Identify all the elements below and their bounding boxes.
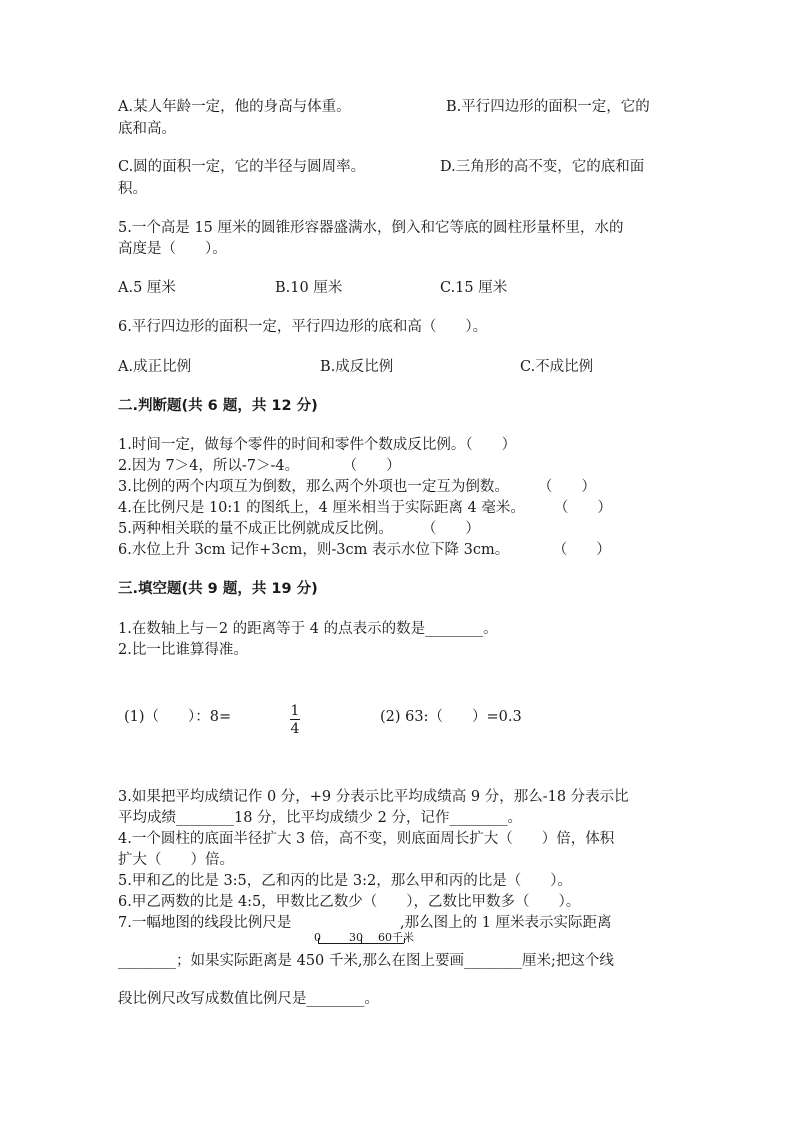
scale-label: 30: [349, 931, 363, 944]
judgement-item: 4.在比例尺是 10:1 的图纸上，4 厘米相当于实际距离 4 毫米。 （ ）: [118, 500, 612, 516]
fraction-numerator: 1: [290, 703, 300, 719]
q5-stem-cont: 高度是（ ）。: [118, 241, 227, 257]
q4-option-d-cont: 积。: [118, 181, 147, 197]
fill-q6: 6.甲乙两数的比是 4:5，甲数比乙数少（ ），乙数比甲数多（ ）。: [118, 894, 581, 910]
judgement-item: 2.因为 7＞4，所以-7＞-4。 （ ）: [118, 458, 401, 474]
q6-stem: 6.平行四边形的面积一定，平行四边形的底和高（ ）。: [118, 319, 488, 335]
fill-q3: 3.如果把平均成绩记作 0 分，+9 分表示比平均成绩高 9 分，那么-18 分表示比: [118, 789, 629, 805]
q5-option-a: A.5 厘米: [118, 280, 176, 296]
scale-label: 60千米: [378, 931, 414, 944]
q4-option-a: A.某人年龄一定，他的身高与体重。: [118, 99, 351, 115]
section-title-fill: 三.填空题(共 9 题，共 19 分): [118, 581, 318, 597]
q4-option-b-cont: 底和高。: [118, 121, 176, 137]
judgement-item: 3.比例的两个内项互为倒数，那么两个外项也一定互为倒数。 （ ）: [118, 479, 596, 495]
fill-q7-cont: ,那么图上的 1 厘米表示实际距离: [400, 915, 612, 931]
fill-q3-cont: 平均成绩________18 分，比平均成绩少 2 分，记作________。: [118, 810, 523, 826]
q6-option-a: A.成正比例: [118, 359, 192, 375]
fraction-denominator: 4: [290, 721, 300, 737]
fill-q2-part2: (2) 63:（ ）=0.3: [380, 709, 522, 725]
fill-q4: 4.一个圆柱的底面半径扩大 3 倍，高不变，则底面周长扩大（ ）倍，体积: [118, 831, 615, 847]
fraction-bar: [290, 719, 300, 720]
fill-q1: 1.在数轴上与－2 的距离等于 4 的点表示的数是________。: [118, 621, 498, 637]
scale-label: 0: [314, 931, 321, 944]
q5-option-c: C.15 厘米: [440, 280, 508, 296]
judgement-item: 5.两种相关联的量不成正比例就成反比例。 （ ）: [118, 521, 480, 537]
judgement-item: 6.水位上升 3cm 记作+3cm，则-3cm 表示水位下降 3cm。 （ ）: [118, 542, 611, 558]
q4-option-b: B.平行四边形的面积一定，它的: [446, 99, 650, 115]
q6-option-c: C.不成比例: [520, 359, 594, 375]
fill-q7: 7.一幅地图的线段比例尺是: [118, 915, 292, 931]
judgement-item: 1.时间一定，做每个零件的时间和零件个数成反比例。（ ）: [118, 437, 517, 453]
q4-option-d: D.三角形的高不变，它的底和面: [440, 159, 645, 175]
q5-stem: 5.一个高是 15 厘米的圆锥形容器盛满水，倒入和它等底的圆柱形量杯里，水的: [118, 220, 624, 236]
fill-q4-cont: 扩大（ ）倍。: [118, 852, 234, 868]
q5-option-b: B.10 厘米: [275, 280, 343, 296]
fill-q2-part1: (1)（ ）：8=: [124, 709, 232, 725]
q6-option-b: B.成反比例: [320, 359, 394, 375]
section-title-judgement: 二.判断题(共 6 题，共 12 分): [118, 398, 318, 414]
q4-option-c: C.圆的面积一定，它的半径与圆周率。: [118, 159, 366, 175]
fill-q7-line3: 段比例尺改写成数值比例尺是________。: [118, 991, 379, 1007]
fill-q2: 2.比一比谁算得准。: [118, 642, 248, 658]
fill-q7-line2: ________；如果实际距离是 450 千米,那么在图上要画________厘米;把这个线: [118, 953, 614, 969]
fill-q5: 5.甲和乙的比是 3:5，乙和丙的比是 3:2，那么甲和丙的比是（ ）。: [118, 873, 572, 889]
